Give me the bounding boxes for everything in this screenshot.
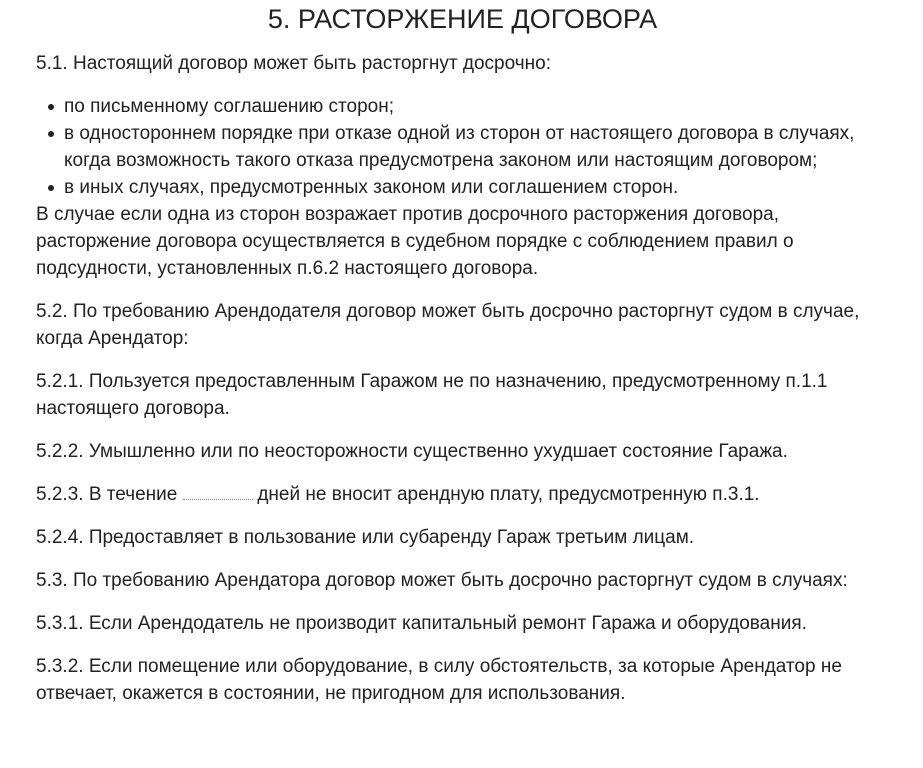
clause-5-2-3 — [36, 481, 889, 508]
clause-5-1-note: В случае если одна из сторон возражает против досрочного расторжения договора, расторжение договора осуществляется в судебном порядке с соблюдением правил о подсудности, установленных п.6.2 настоящего договора. — [36, 204, 794, 279]
clause-5-2: 5.2. По требованию Арендодателя договор может быть досрочно расторгнут судом в случае, когда Арендатор: — [36, 301, 860, 349]
list-item: по письменному соглашению сторон; — [36, 93, 889, 120]
clause-5-2-1: 5.2.1. Пользуется предоставленным Гаражом не по назначению, предусмотренному п.1.1 настоящего договора. — [36, 371, 828, 419]
clause-5-2-4: 5.2.4. Предоставляет в пользование или субаренду Гараж третьим лицам. — [36, 527, 695, 548]
clause-5-3-1: 5.3.1. Если Арендодатель не производит капитальный ремонт Гаража и оборудования. — [36, 613, 807, 634]
clause-5-2-2: 5.2.2. Умышленно или по неосторожности существенно ухудшает состояние Гаража. — [36, 441, 788, 462]
list-item: в одностороннем порядке при отказе одной из сторон от настоящего договора в случаях, когда возможность такого отказа предусмотрена законом или настоящим договором; — [36, 120, 889, 174]
clause-5-2-3-suffix: дней не вносит арендную плату, предусмотренную п.3.1. — [257, 484, 760, 505]
clause-5-1: 5.1. Настоящий договор может быть расторгнут досрочно: — [36, 53, 551, 74]
clause-5-3: 5.3. По требованию Арендатора договор может быть досрочно расторгнут судом в случаях: — [36, 570, 848, 591]
clause-5-3-2: 5.3.2. Если помещение или оборудование, в силу обстоятельств, за которые Арендатор не отвечает, окажется в состоянии, не пригодном для использования. — [36, 656, 842, 704]
list-item: в иных случаях, предусмотренных законом или соглашением сторон. — [36, 174, 889, 201]
days-blank-field[interactable] — [183, 481, 253, 500]
section-title: 5. РАСТОРЖЕНИЕ ДОГОВОРА — [267, 4, 658, 34]
clause-5-2-3-prefix: 5.2.3. В течение — [36, 484, 178, 505]
termination-grounds-list — [36, 93, 889, 201]
